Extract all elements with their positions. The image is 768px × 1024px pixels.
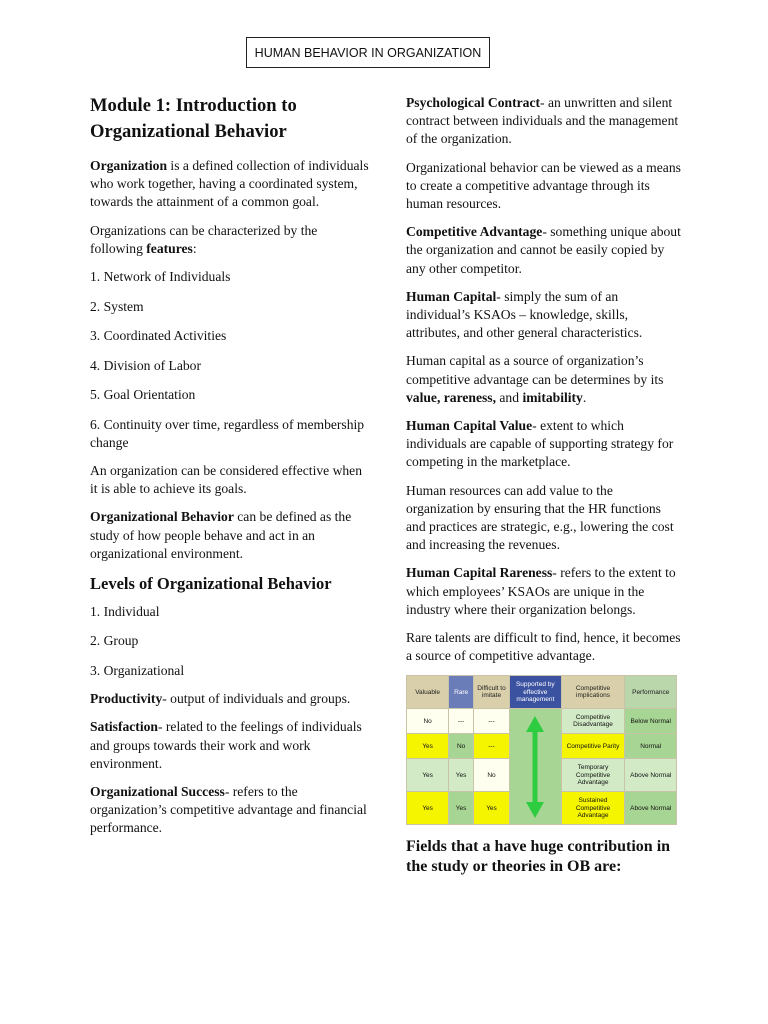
level-item: 1. Individual	[90, 603, 160, 619]
table-cell: Normal	[625, 734, 677, 759]
document-header	[246, 37, 490, 68]
level-item: 2. Group	[90, 633, 139, 649]
table-cell: No	[407, 709, 449, 734]
satisfaction-definition: Satisfaction- related to the feelings of individuals and groups towards their work and work environment.	[90, 719, 362, 771]
fields-heading: Fields that a have huge contribution in the study or theories in OB are:	[406, 838, 671, 876]
feature-item: 5. Goal Orientation	[90, 387, 196, 403]
table-header-cell: Rare	[449, 676, 474, 709]
table-cell: Yes	[449, 792, 474, 825]
ob-definition: Organizational Behavior can be defined as the study of how people behave and act in an organizational environment.	[90, 509, 352, 561]
ob-view-text: Organizational behavior can be viewed as a means to create a competitive advantage through its human resources.	[406, 159, 681, 212]
table-header-row	[407, 676, 677, 709]
success-definition: Organizational Success- refers to the organization’s competitive advantage and financial performance.	[90, 783, 367, 836]
productivity-definition: Productivity- output of individuals and groups.	[90, 691, 351, 707]
table-header-cell: Supported by effective management	[510, 676, 562, 709]
table-cell: Yes	[473, 792, 509, 825]
table-header-cell: Valuable	[407, 676, 449, 709]
header-title: HUMAN BEHAVIOR IN ORGANIZATION	[254, 45, 482, 60]
table-cell: ---	[473, 734, 509, 759]
table-cell: No	[449, 734, 474, 759]
table-cell: No	[473, 759, 509, 792]
table-header-cell: Difficult to imitate	[473, 676, 509, 709]
right-column	[406, 94, 682, 877]
table-cell: Above Normal	[625, 792, 677, 825]
table-cell: Temporary Competitive Advantage	[561, 759, 625, 792]
table-header-cell: Competitive implications	[561, 676, 625, 709]
level-item: 3. Organizational	[90, 662, 185, 678]
competitive-advantage-table	[406, 675, 677, 825]
organization-definition: Organization is a defined collection of individuals who work together, having a coordinated system, towards the attainment of a common goal.	[90, 158, 369, 210]
feature-item: 3. Coordinated Activities	[90, 328, 227, 344]
effective-text: An organization can be considered effective when it is able to achieve its goals.	[90, 462, 363, 497]
table-cell: Below Normal	[625, 709, 677, 734]
psych-contract-definition: Psychological Contract- an unwritten and silent contract between individuals and the management of the organization.	[406, 95, 679, 147]
hc-rareness-definition: Human Capital Rareness- refers to the extent to which employees’ KSAOs are unique in the industry where their organization belongs.	[406, 565, 676, 617]
hr-add-value-text: Human resources can add value to the organization by ensuring that the HR functions and practices are strategic, e.g., lowering the cost and increasing the revenues.	[406, 482, 674, 553]
table-cell: Yes	[407, 759, 449, 792]
table-cell: ---	[473, 709, 509, 734]
feature-item: 2. System	[90, 298, 144, 314]
table-cell: Above Normal	[625, 759, 677, 792]
feature-item: 6. Continuity over time, regardless of membership change	[90, 416, 365, 450]
table-cell: Yes	[407, 734, 449, 759]
table-row	[407, 709, 677, 734]
feature-item: 4. Division of Labor	[90, 357, 202, 373]
rare-talent-text: Rare talents are difficult to find, hence, it becomes a source of competitive advantage.	[406, 630, 681, 664]
human-capital-source: Human capital as a source of organization’s competitive advantage can be determines by its value, rareness, and imitability.	[406, 353, 664, 405]
double-arrow-icon	[511, 714, 559, 820]
table-cell: Competitive Disadvantage	[561, 709, 625, 734]
support-arrow-cell	[510, 709, 562, 825]
features-intro: Organizations can be characterized by the following features:	[90, 222, 318, 256]
table-header-cell: Performance	[625, 676, 677, 709]
levels-heading: Levels of Organizational Behavior	[90, 573, 332, 593]
competitive-advantage-definition: Competitive Advantage- something unique about the organization and cannot be easily copied by any other competitor.	[406, 224, 681, 276]
table-cell: Competitive Parity	[561, 734, 625, 759]
table-cell: Yes	[449, 759, 474, 792]
table-cell: Yes	[407, 792, 449, 825]
left-column	[90, 93, 372, 848]
table-cell: Sustained Competitive Advantage	[561, 792, 625, 825]
hc-value-definition: Human Capital Value- extent to which individuals are capable of supporting strategy for competing in the marketplace.	[406, 418, 674, 470]
feature-item: 1. Network of Individuals	[90, 269, 231, 285]
table-cell: ---	[449, 709, 474, 734]
human-capital-definition: Human Capital- simply the sum of an individual’s KSAOs – knowledge, skills, attributes, and other general characteristics.	[406, 288, 643, 341]
module-title: Module 1: Introduction to Organizational Behavior	[90, 95, 297, 142]
